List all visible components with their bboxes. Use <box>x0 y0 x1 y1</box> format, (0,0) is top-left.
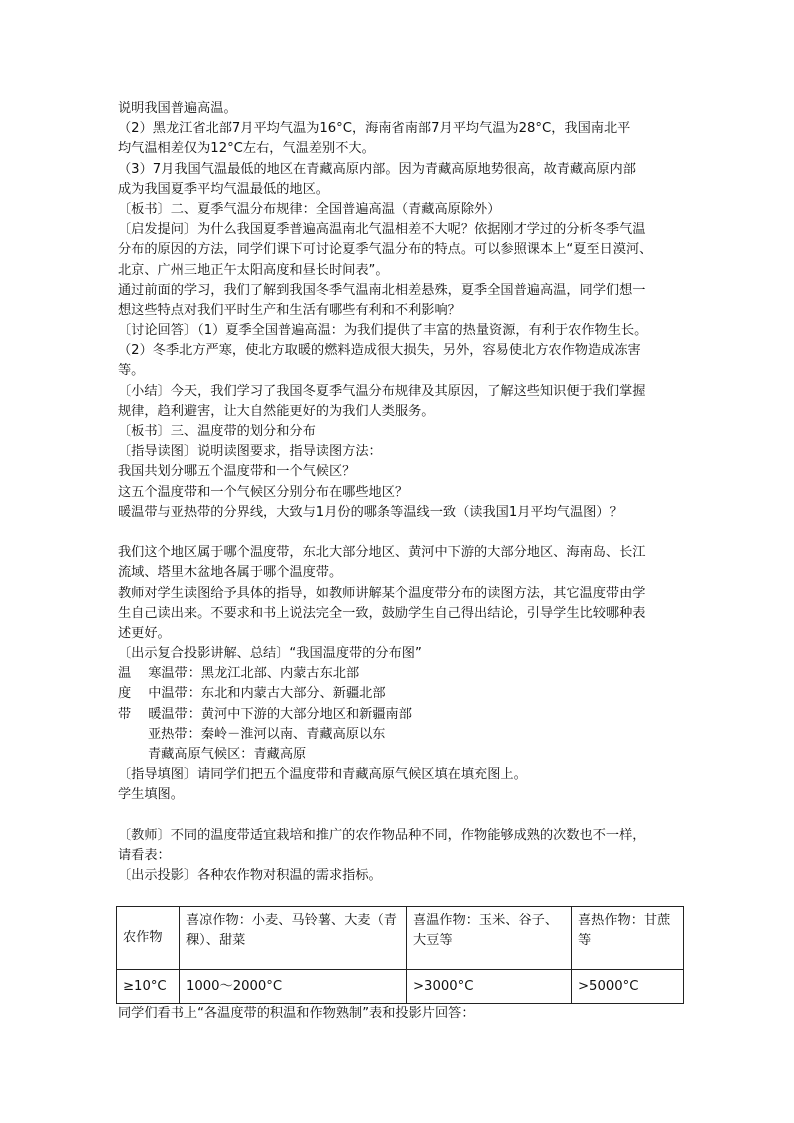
text-line: （2）冬季北方严寒，使北方取暖的燃料造成很大损失，另外，容易使北方农作物造成冻害 <box>118 343 641 359</box>
table-header-row <box>117 907 684 970</box>
zone-text: 中温带：东北和内蒙古大部分、新疆北部 <box>148 686 386 702</box>
text-line: （2）黑龙江省北部7月平均气温为16°C，海南省南部7月平均气温为28°C，我国南北平 <box>118 121 631 137</box>
text-line: 流域、塔里木盆地各属于哪个温度带。 <box>118 565 343 581</box>
zone-line <box>118 725 684 745</box>
table-row <box>117 970 684 1004</box>
zone-text: 亚热带：秦岭－淮河以南、青藏高原以东 <box>148 726 386 742</box>
text-line: 等。 <box>118 363 145 379</box>
zone-text: 寒温带：黑龙江北部、内蒙古东北部 <box>148 666 360 682</box>
zone-prefix: 带 <box>118 706 132 722</box>
text-line: 北京、广州三地正午太阳高度和昼长时间表”。 <box>118 262 389 278</box>
text-line: 〔教师〕不同的温度带适宜栽培和推广的农作物品种不同，作物能够成熟的次数也不一样， <box>118 827 646 843</box>
table-cell: 喜凉作物：小麦、马铃薯、大麦（青稞）、甜菜 <box>180 907 407 970</box>
zone-line <box>118 664 684 684</box>
text-line: 述更好。 <box>118 625 171 641</box>
zone-prefix: 温 <box>118 666 132 682</box>
text-line: 〔启发提问〕为什么我国夏季普遍高温南北气温相差不大呢？依据刚才学过的分析冬季气温 <box>118 222 646 238</box>
table-cell: >3000°C <box>407 970 572 1004</box>
question-line: 我国共划分哪五个温度带和一个气候区？ <box>118 464 356 480</box>
text-line: 请看表： <box>118 847 171 863</box>
zone-text: 青藏高原气候区：青藏高原 <box>148 747 307 762</box>
zone-line <box>118 745 684 765</box>
zone-line <box>118 705 684 725</box>
text-line: （3）7月我国气温最低的地区在青藏高原内部。因为青藏高原地势很高，故青藏高原内部 <box>118 161 636 177</box>
table-cell: 喜热作物：甘蔗等 <box>572 907 684 970</box>
text-line: 〔讨论回答〕（1）夏季全国普遍高温：为我们提供了丰富的热量资源，有利于农作物生长。 <box>118 323 648 339</box>
text-line: 〔指导读图〕说明读图要求，指导读图方法： <box>118 444 382 460</box>
text-line: 规律，趋利避害，让大自然能更好的为我们人类服务。 <box>118 403 435 419</box>
zone-line <box>118 684 684 704</box>
text-line: 说明我国普遍高温。 <box>118 101 237 116</box>
text-line: 〔出示复合投影讲解、总结〕“我国温度带的分布图” <box>118 646 422 662</box>
text-line: 通过前面的学习，我们了解到我国冬季气温南北相差悬殊，夏季全国普遍高温，同学们想一 <box>118 282 646 298</box>
text-line: 学生填图。 <box>118 787 184 803</box>
text-line: 我们这个地区属于哪个温度带，东北大部分地区、黄河中下游的大部分地区、海南岛、长江 <box>118 545 646 561</box>
board-heading-3: 〔板书〕三、温度带的划分和分布 <box>118 424 316 439</box>
text-line: 想这些特点对我们平时生产和生活有哪些有利和不利影响？ <box>118 302 461 318</box>
body-text <box>118 99 684 886</box>
table-cell: ≥10°C <box>117 970 180 1004</box>
text-line: 〔小结〕今天，我们学习了我国冬夏季气温分布规律及其原因，了解这些知识便于我们掌握 <box>118 383 646 399</box>
board-heading-2: 〔板书〕二、夏季气温分布规律：全国普遍高温（青藏高原除外） <box>118 201 501 217</box>
closing-text <box>118 1004 684 1024</box>
table-cell: >5000°C <box>572 970 684 1004</box>
text-line: 〔指导填图〕请同学们把五个温度带和青藏高原气候区填在填充图上。 <box>118 767 527 783</box>
table-cell: 农作物 <box>117 907 180 970</box>
question-line: 暖温带与亚热带的分界线，大致与1月份的哪条等温线一致（读我国1月平均气温图）？ <box>118 504 623 520</box>
text-line: 生自己读出来。不要求和书上说法完全一致，鼓励学生自己得出结论，引导学生比较哪种表 <box>118 605 646 621</box>
text-line: 教师对学生读图给予具体的指导，如教师讲解某个温度带分布的读图方法，其它温度带由学 <box>118 585 646 601</box>
text-line: 分布的原因的方法，同学们课下可讨论夏季气温分布的特点。可以参照课本上“夏至日漠河、 <box>118 242 653 258</box>
text-line: 同学们看书上“各温度带的积温和作物熟制”表和投影片回答： <box>118 1006 475 1021</box>
table-cell: 喜温作物：玉米、谷子、大豆等 <box>407 907 572 970</box>
text-line: 〔出示投影〕各种农作物对积温的需求指标。 <box>118 868 382 884</box>
table-cell: 1000～2000°C <box>180 970 407 1004</box>
blank-line <box>118 523 684 543</box>
text-line: 成为我国夏季平均气温最低的地区。 <box>118 181 329 197</box>
zone-prefix: 度 <box>118 686 132 702</box>
blank-line <box>118 806 684 826</box>
zone-text: 暖温带：黄河中下游的大部分地区和新疆南部 <box>148 706 412 722</box>
question-line: 这五个温度带和一个气候区分别分布在哪些地区？ <box>118 484 409 500</box>
text-line: 均气温相差仅为12°C左右，气温差别不大。 <box>118 141 375 157</box>
crop-temperature-table <box>116 906 684 1004</box>
